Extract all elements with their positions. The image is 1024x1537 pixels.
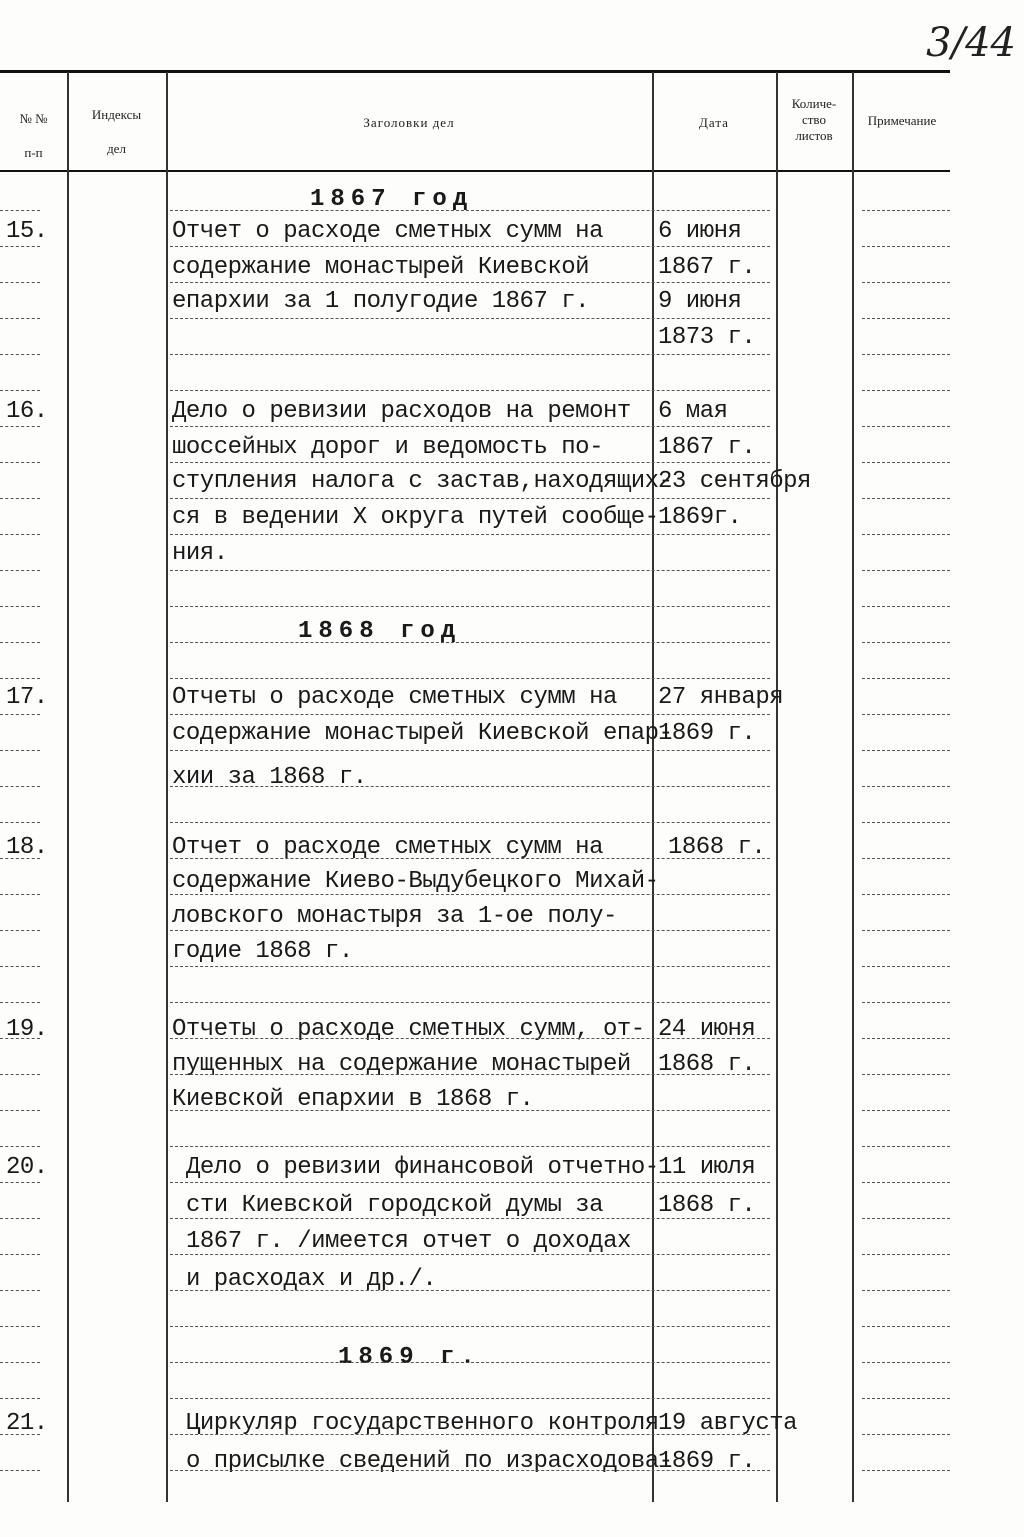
column-divider — [776, 72, 778, 1502]
entry-title-line: Киевской епархии в 1868 г. — [172, 1086, 534, 1113]
ruled-line — [862, 1038, 950, 1039]
header-number: № № п-п — [19, 111, 48, 160]
ruled-line — [862, 462, 950, 463]
ruled-line — [0, 246, 40, 247]
header-date: Дата — [699, 115, 729, 130]
entry-title-line: шоссейных дорог и ведомость по- — [172, 434, 603, 461]
ruled-line — [170, 1182, 770, 1183]
ruled-line — [170, 390, 770, 391]
column-divider — [166, 72, 168, 1502]
ruled-line — [0, 462, 40, 463]
ruled-line — [862, 678, 950, 679]
ruled-line — [862, 1326, 950, 1327]
ruled-line — [170, 786, 770, 787]
ruled-line — [170, 858, 770, 859]
ruled-line — [170, 1110, 770, 1111]
ruled-line — [0, 570, 40, 571]
entry-title-line: содержание Киево-Выдубецкого Михай- — [172, 868, 659, 895]
ruled-line — [862, 1398, 950, 1399]
entry-date-line: 6 мая — [658, 398, 728, 425]
ruled-line — [862, 282, 950, 283]
section-year-heading: 1867 год — [310, 186, 474, 213]
entry-title-line: Дело о ревизии финансовой отчетно- — [186, 1154, 659, 1181]
ruled-line — [862, 1254, 950, 1255]
ruled-line — [0, 210, 40, 211]
entry-title-line: ния. — [172, 540, 228, 567]
ruled-line — [0, 426, 40, 427]
column-divider — [852, 72, 854, 1502]
ruled-line — [0, 282, 40, 283]
ruled-line — [170, 642, 770, 643]
ruled-line — [862, 750, 950, 751]
ruled-line — [862, 1434, 950, 1435]
ruled-line — [862, 930, 950, 931]
entry-number: 16. — [6, 398, 48, 425]
entry-date-line: 1873 г. — [658, 324, 756, 351]
entry-date-line: 24 июня — [658, 1016, 756, 1043]
ruled-line — [170, 354, 770, 355]
ruled-line — [862, 426, 950, 427]
entry-date-line: 1869 г. — [658, 1448, 756, 1475]
ruled-line — [862, 534, 950, 535]
ruled-line — [862, 858, 950, 859]
ruled-line — [862, 1218, 950, 1219]
header-index: Индексы дел — [91, 107, 142, 156]
ruled-line — [862, 1290, 950, 1291]
ruled-line — [170, 1254, 770, 1255]
ruled-line — [0, 498, 40, 499]
ruled-line — [0, 1074, 40, 1075]
entry-date-line: 19 августа — [658, 1410, 798, 1437]
ruled-line — [0, 1218, 40, 1219]
ruled-line — [0, 1110, 40, 1111]
entry-number: 18. — [6, 834, 48, 861]
ruled-line — [170, 1290, 770, 1291]
ruled-line — [170, 678, 770, 679]
ruled-line — [862, 1074, 950, 1075]
ruled-line — [862, 390, 950, 391]
ruled-line — [862, 1002, 950, 1003]
entry-title-line: сти Киевской городской думы за — [186, 1192, 604, 1219]
entry-number: 21. — [6, 1410, 48, 1437]
ruled-line — [0, 894, 40, 895]
ruled-line — [862, 894, 950, 895]
entry-number: 19. — [6, 1016, 48, 1043]
ruled-line — [0, 534, 40, 535]
ruled-line — [170, 1218, 770, 1219]
folio-number: 3/44 — [926, 20, 1016, 66]
ruled-line — [170, 894, 770, 895]
ruled-line — [170, 1362, 770, 1363]
ruled-line — [0, 1398, 40, 1399]
ruled-line — [170, 1146, 770, 1147]
ruled-line — [170, 1038, 770, 1039]
ruled-line — [862, 714, 950, 715]
ruled-line — [170, 570, 770, 571]
entry-title-line: епархии за 1 полугодие 1867 г. — [172, 288, 590, 315]
ruled-line — [0, 822, 40, 823]
ruled-line — [862, 1182, 950, 1183]
ruled-line — [170, 282, 770, 283]
ruled-line — [862, 606, 950, 607]
ruled-line — [862, 1146, 950, 1147]
entry-title-line: и расходах и др./. — [186, 1266, 437, 1293]
ruled-line — [170, 1398, 770, 1399]
entry-title-line: Отчет о расходе сметных сумм на — [172, 218, 603, 245]
ruled-line — [0, 1290, 40, 1291]
ruled-line — [170, 750, 770, 751]
entry-title-line: ся в ведении X округа путей сообще- — [172, 504, 659, 531]
ruled-line — [862, 1362, 950, 1363]
entry-date-line: 9 июня — [658, 288, 742, 315]
entry-number: 17. — [6, 684, 48, 711]
ruled-line — [862, 642, 950, 643]
entry-date-line: 1869г. — [658, 504, 742, 531]
header-sheets: Количе- ство листов — [791, 96, 837, 143]
section-year-heading: 1868 год — [298, 618, 462, 645]
ruled-line — [0, 390, 40, 391]
ruled-line — [0, 1002, 40, 1003]
ruled-line — [0, 1362, 40, 1363]
entry-title-line: содержание монастырей Киевской — [172, 254, 590, 281]
ruled-line — [170, 930, 770, 931]
ruled-line — [862, 786, 950, 787]
ruled-line — [862, 1470, 950, 1471]
entry-number: 20. — [6, 1154, 48, 1181]
ruled-line — [0, 714, 40, 715]
ruled-line — [170, 714, 770, 715]
ruled-line — [170, 534, 770, 535]
ruled-line — [862, 246, 950, 247]
ruled-line — [0, 1146, 40, 1147]
ruled-line — [170, 462, 770, 463]
entry-date-line: 1868 г. — [658, 1192, 756, 1219]
header-note: Примечание — [867, 113, 937, 128]
ruled-line — [170, 1470, 770, 1471]
ruled-line — [170, 966, 770, 967]
entry-date-line: 27 января — [658, 684, 784, 711]
ruled-line — [0, 1470, 40, 1471]
ruled-line — [170, 246, 770, 247]
entry-date-line: 23 сентября — [658, 468, 811, 495]
ruled-line — [0, 642, 40, 643]
entry-number: 15. — [6, 218, 48, 245]
column-divider — [652, 72, 654, 1502]
entry-title-line: хии за 1868 г. — [172, 764, 367, 791]
entry-title-line: пущенных на содержание монастырей — [172, 1051, 631, 1078]
entry-title-line: Циркуляр государственного контроля — [186, 1410, 659, 1437]
ruled-line — [0, 354, 40, 355]
ruled-line — [170, 822, 770, 823]
ruled-line — [170, 498, 770, 499]
ruled-line — [862, 318, 950, 319]
ruled-line — [170, 606, 770, 607]
ruled-line — [170, 1326, 770, 1327]
entry-date-line: 1867 г. — [658, 254, 756, 281]
ruled-line — [0, 318, 40, 319]
ruled-line — [0, 1434, 40, 1435]
ruled-line — [862, 354, 950, 355]
ruled-line — [170, 426, 770, 427]
column-divider — [67, 72, 69, 1502]
ruled-line — [862, 210, 950, 211]
ruled-line — [170, 1074, 770, 1075]
ruled-line — [0, 966, 40, 967]
ruled-line — [862, 966, 950, 967]
entry-date-line: 1867 г. — [658, 434, 756, 461]
entry-title-line: Отчеты о расходе сметных сумм, от- — [172, 1016, 645, 1043]
entry-date-line: 11 июля — [658, 1154, 756, 1181]
entry-title-line: содержание монастырей Киевской епар- — [172, 720, 673, 747]
entry-title-line: Дело о ревизии расходов на ремонт — [172, 398, 631, 425]
ruled-line — [170, 318, 770, 319]
ruled-line — [862, 822, 950, 823]
ruled-line — [0, 678, 40, 679]
entry-title-line: ступления налога с застав,находящих- — [172, 468, 673, 495]
entry-title-line: Отчеты о расходе сметных сумм на — [172, 684, 617, 711]
ruled-line — [170, 1434, 770, 1435]
ruled-line — [0, 786, 40, 787]
header-title: Заголовки дел — [363, 115, 455, 130]
ruled-line — [862, 570, 950, 571]
ruled-line — [0, 930, 40, 931]
table-top-rule — [0, 70, 950, 73]
entry-title-line: 1867 г. /имеется отчет о доходах — [186, 1228, 631, 1255]
header-bottom-rule — [0, 170, 950, 172]
entry-title-line: ловского монастыря за 1-ое полу- — [172, 903, 617, 930]
ruled-line — [862, 1110, 950, 1111]
ruled-line — [170, 1002, 770, 1003]
ruled-line — [0, 1038, 40, 1039]
ruled-line — [0, 750, 40, 751]
ruled-line — [0, 1182, 40, 1183]
ruled-line — [0, 1326, 40, 1327]
entry-date-line: 1868 г. — [658, 1051, 756, 1078]
ruled-line — [0, 606, 40, 607]
entry-date-line: 1869 г. — [658, 720, 756, 747]
ruled-line — [170, 210, 770, 211]
section-year-heading: 1869 г. — [338, 1344, 481, 1371]
ruled-line — [0, 1254, 40, 1255]
entry-title-line: годие 1868 г. — [172, 938, 353, 965]
entry-date-line: 1868 г. — [668, 834, 766, 861]
ruled-line — [0, 858, 40, 859]
ruled-line — [862, 498, 950, 499]
entry-title-line: о присылке сведений по израсходова- — [186, 1448, 673, 1475]
entry-title-line: Отчет о расходе сметных сумм на — [172, 834, 603, 861]
entry-date-line: 6 июня — [658, 218, 742, 245]
